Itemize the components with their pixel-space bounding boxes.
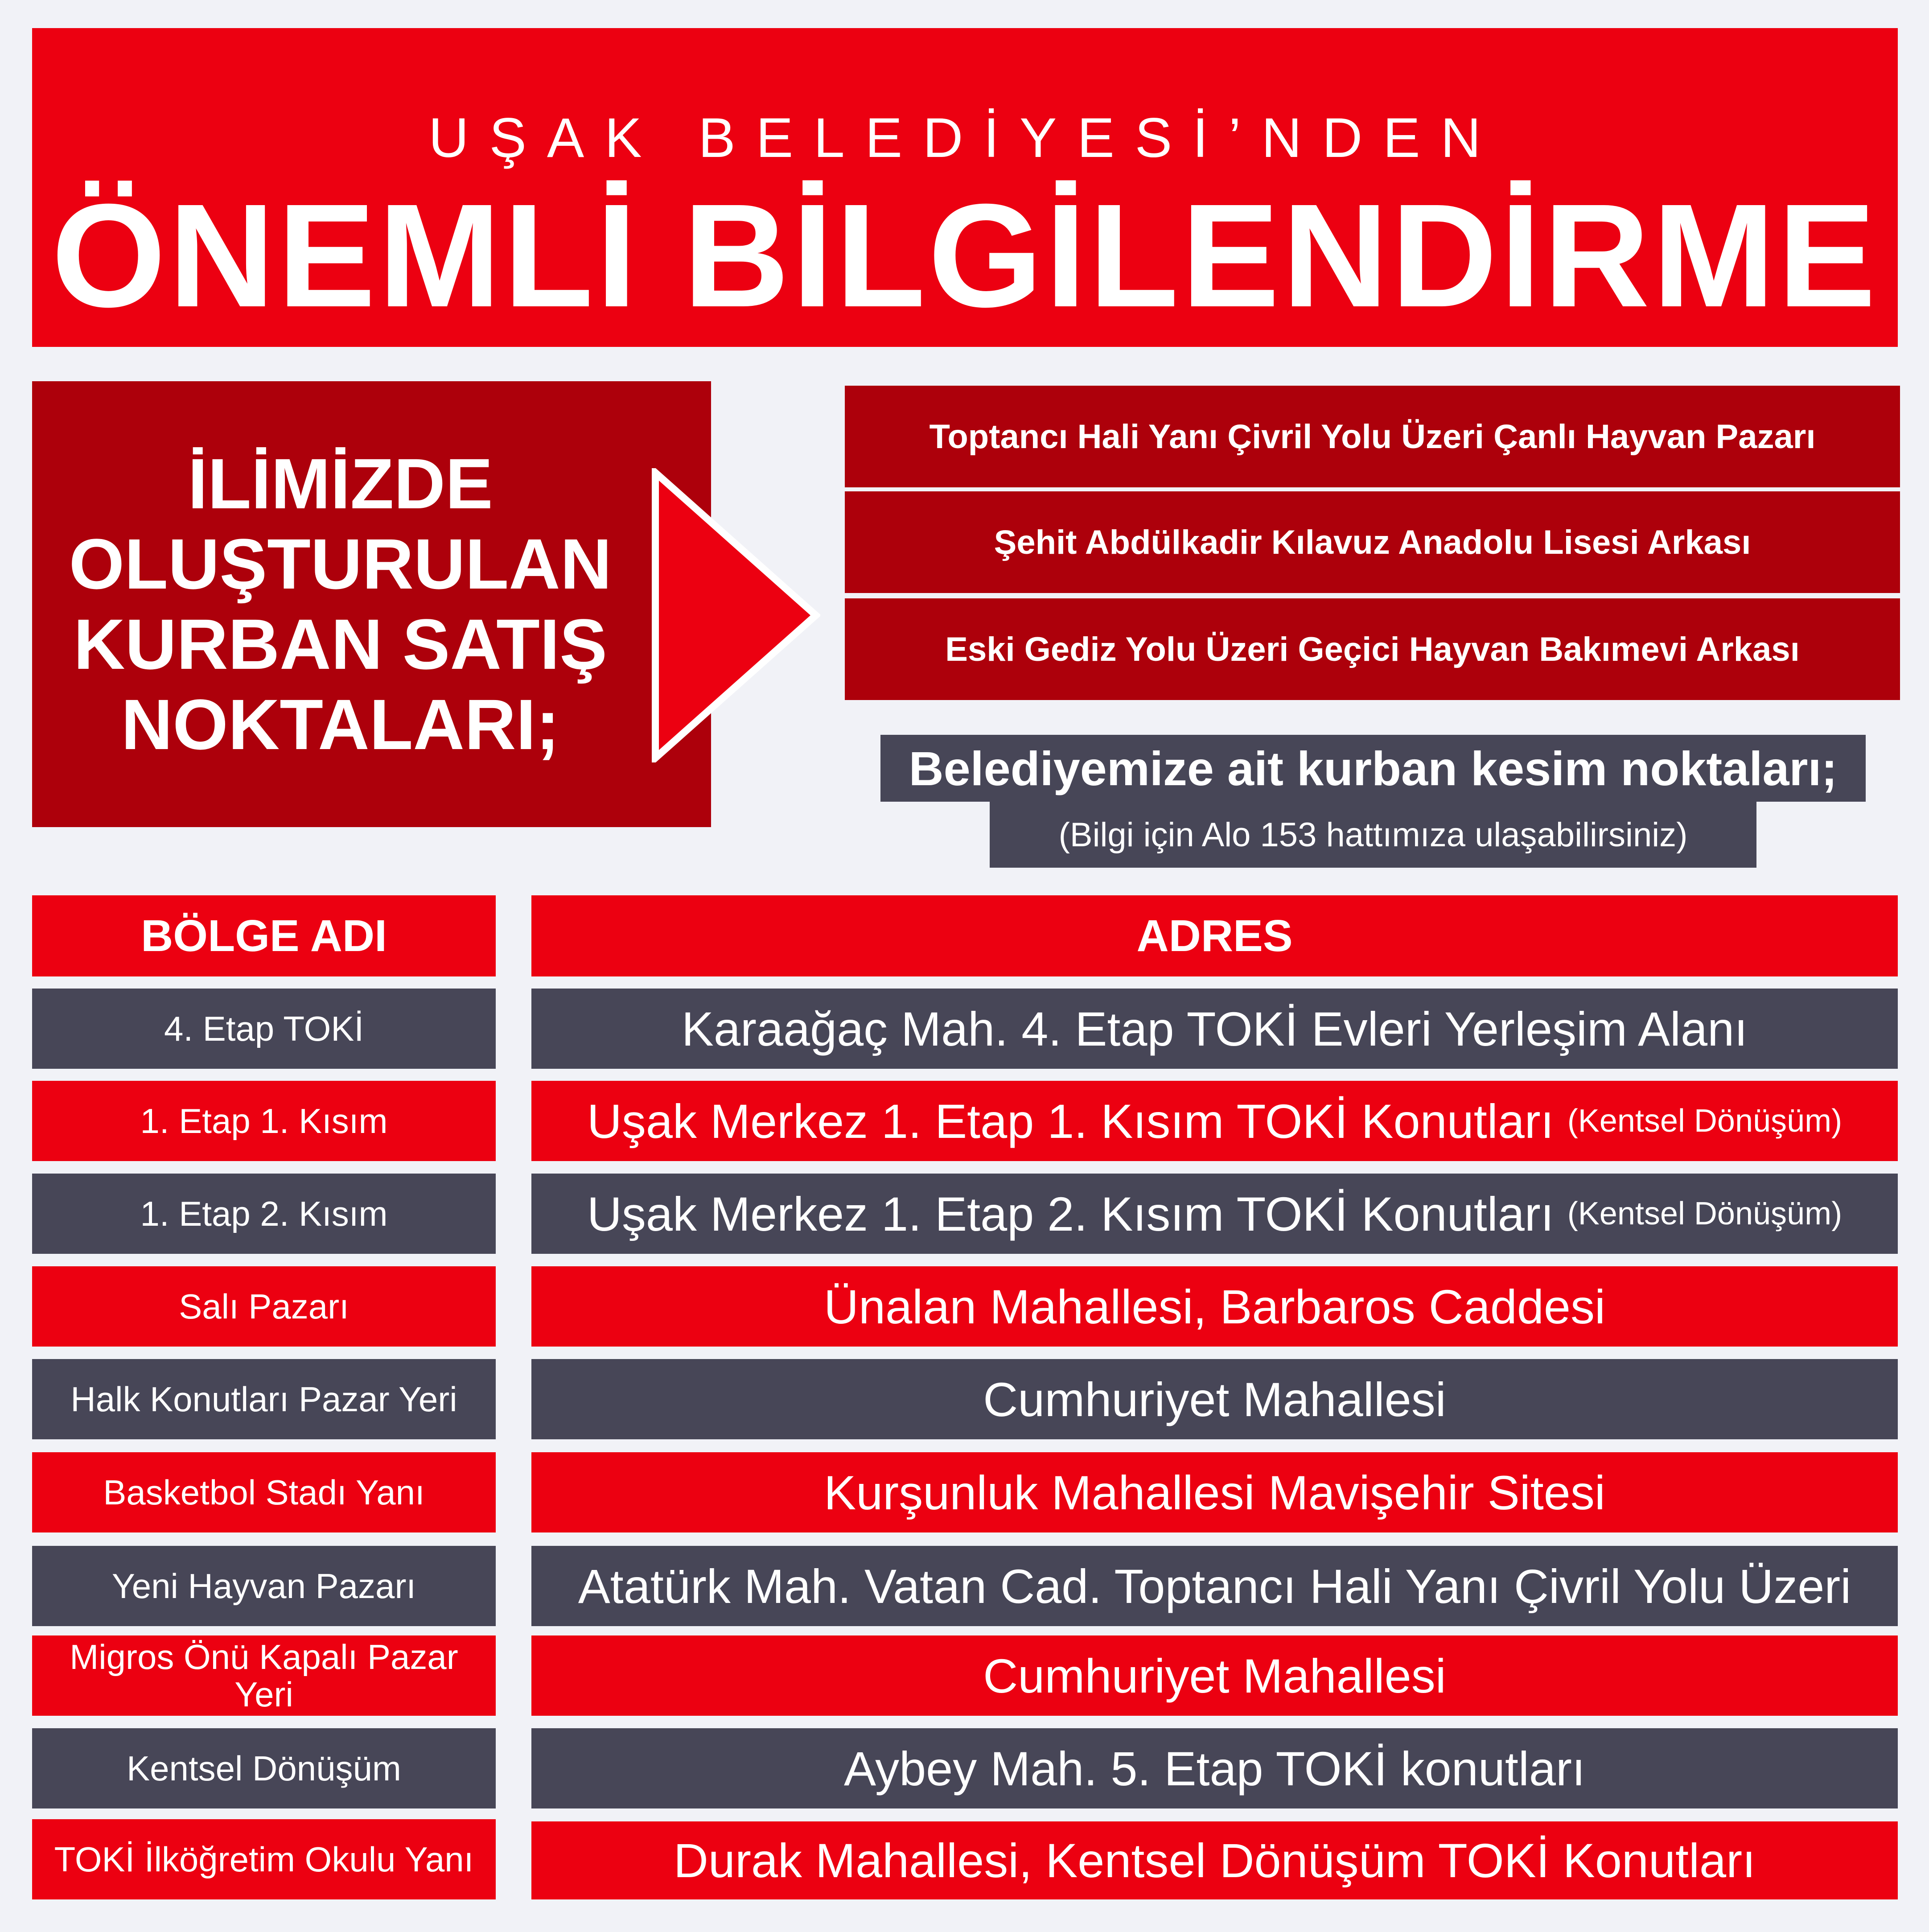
address-cell	[531, 1452, 1898, 1532]
address-note: (Kentsel Dönüşüm)	[1567, 1103, 1843, 1139]
address-note: (Kentsel Dönüşüm)	[1567, 1196, 1843, 1232]
address-column-header: ADRES	[531, 895, 1898, 976]
header-subtitle: UŞAK BELEDİYESİ’NDEN	[428, 107, 1501, 169]
address-cell	[531, 1821, 1898, 1899]
address-cell	[531, 1174, 1898, 1254]
address-cell	[531, 1728, 1898, 1808]
sales-points-heading-block	[32, 381, 711, 827]
region-cell: 4. Etap TOKİ	[32, 989, 496, 1069]
region-cell: Salı Pazarı	[32, 1266, 496, 1347]
region-column-header: BÖLGE ADI	[32, 895, 496, 976]
address-cell	[531, 1546, 1898, 1626]
address-cell	[531, 1635, 1898, 1716]
slaughter-points-title: Belediyemize ait kurban kesim noktaları;	[880, 735, 1866, 802]
address-text: Aybey Mah. 5. Etap TOKİ konutları	[844, 1741, 1585, 1796]
header-banner	[32, 28, 1898, 347]
address-cell	[531, 1266, 1898, 1347]
sales-location-2: Şehit Abdülkadir Kılavuz Anadolu Lisesi Arkası	[845, 491, 1900, 593]
region-cell: Yeni Hayvan Pazarı	[32, 1546, 496, 1626]
region-cell: Migros Önü Kapalı Pazar Yeri	[32, 1635, 496, 1716]
heading-line: KURBAN SATIŞ	[73, 604, 608, 684]
address-text: Karaağaç Mah. 4. Etap TOKİ Evleri Yerleşim Alanı	[681, 1001, 1748, 1056]
address-text: Kurşunluk Mahallesi Mavişehir Sitesi	[824, 1465, 1605, 1520]
address-text: Ünalan Mahallesi, Barbaros Caddesi	[824, 1279, 1605, 1334]
address-cell	[531, 1081, 1898, 1161]
address-text: Uşak Merkez 1. Etap 1. Kısım TOKİ Konutları	[587, 1094, 1554, 1148]
hotline-info: (Bilgi için Alo 153 hattımıza ulaşabilirsiniz)	[990, 802, 1756, 868]
arrow-right-icon	[651, 468, 820, 762]
region-cell: 1. Etap 1. Kısım	[32, 1081, 496, 1161]
region-cell: Kentsel Dönüşüm	[32, 1728, 496, 1808]
address-cell	[531, 989, 1898, 1069]
address-text: Cumhuriyet Mahallesi	[983, 1372, 1446, 1426]
region-cell: Basketbol Stadı Yanı	[32, 1452, 496, 1532]
sales-points-heading	[32, 381, 711, 827]
region-cell: Halk Konutları Pazar Yeri	[32, 1359, 496, 1439]
sales-location-1: Toptancı Hali Yanı Çivril Yolu Üzeri Çanlı Hayvan Pazarı	[845, 386, 1900, 487]
address-text: Atatürk Mah. Vatan Cad. Toptancı Hali Yanı Çivril Yolu Üzeri	[578, 1559, 1851, 1613]
heading-line: İLİMİZDE	[188, 444, 493, 523]
address-cell	[531, 1359, 1898, 1439]
sales-location-3: Eski Gediz Yolu Üzeri Geçici Hayvan Bakımevi Arkası	[845, 598, 1900, 700]
heading-line: OLUŞTURULAN	[69, 524, 612, 604]
page-title: ÖNEMLİ BİLGİLENDİRME	[51, 173, 1879, 338]
region-cell: TOKİ İlköğretim Okulu Yanı	[32, 1819, 496, 1899]
address-text: Durak Mahallesi, Kentsel Dönüşüm TOKİ Konutları	[673, 1833, 1756, 1887]
address-text: Uşak Merkez 1. Etap 2. Kısım TOKİ Konutları	[587, 1186, 1554, 1241]
heading-line: NOKTALARI;	[121, 684, 560, 764]
region-cell: 1. Etap 2. Kısım	[32, 1174, 496, 1254]
address-text: Cumhuriyet Mahallesi	[983, 1648, 1446, 1703]
